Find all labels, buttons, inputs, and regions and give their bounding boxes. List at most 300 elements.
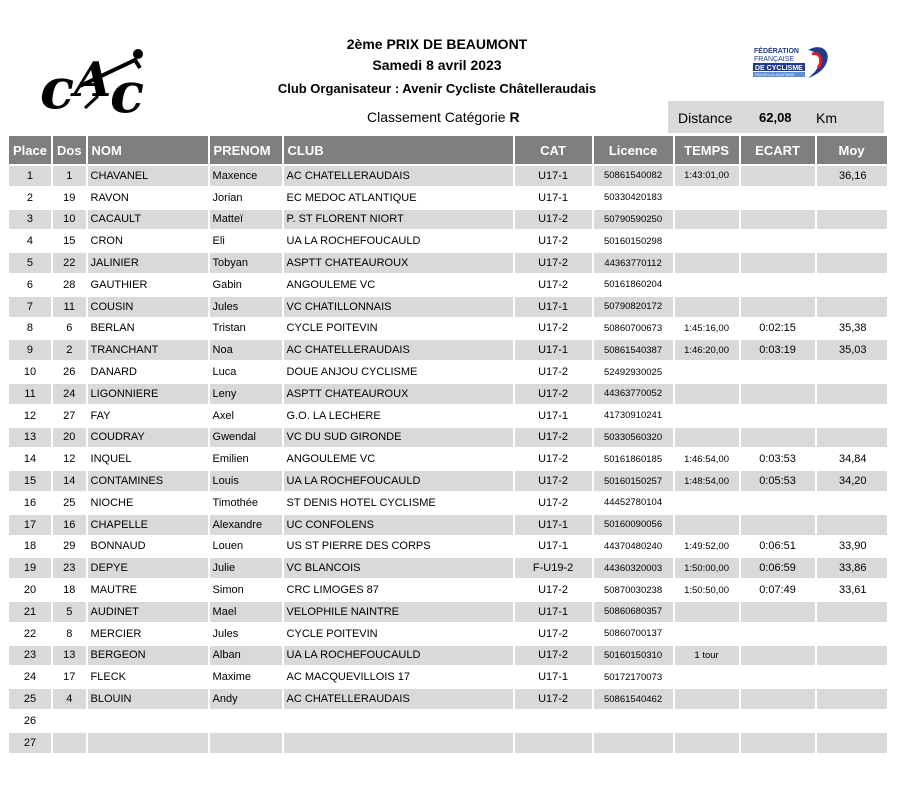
cell-club: VELOPHILE NAINTRE	[284, 602, 513, 622]
cell-ecart: 0:07:49	[741, 580, 815, 600]
cell-ecart	[741, 384, 815, 404]
cell-moy	[817, 275, 887, 295]
cell-nom: BERGEON	[88, 646, 208, 666]
cell-ecart	[741, 275, 815, 295]
cell-moy	[817, 646, 887, 666]
cell-temps	[675, 624, 739, 644]
cell-cat: U17-2	[515, 471, 592, 491]
cell-place: 14	[9, 449, 51, 469]
cell-nom: CHAVANEL	[88, 166, 208, 186]
cell-licence: 50860700673	[594, 319, 673, 339]
table-row	[9, 646, 887, 666]
cell-prenom: Maxence	[210, 166, 282, 186]
cell-club: ANGOULEME VC	[284, 449, 513, 469]
cell-dos: 19	[53, 188, 86, 208]
cell-temps	[675, 515, 739, 535]
table-row	[9, 319, 887, 339]
cell-moy: 35,03	[817, 340, 887, 360]
cell-place: 3	[9, 210, 51, 230]
cell-moy: 33,90	[817, 537, 887, 557]
col-temps: TEMPS	[675, 136, 739, 164]
table-row	[9, 667, 887, 687]
cell-place: 10	[9, 362, 51, 382]
cell-place: 5	[9, 253, 51, 273]
cell-prenom: Gabin	[210, 275, 282, 295]
table-row	[9, 253, 887, 273]
table-row	[9, 515, 887, 535]
svg-text:FRANÇAISE: FRANÇAISE	[754, 56, 795, 63]
cell-dos: 29	[53, 537, 86, 557]
cell-ecart: 0:05:53	[741, 471, 815, 491]
cell-place: 13	[9, 428, 51, 448]
cell-prenom	[210, 711, 282, 731]
cell-temps	[675, 384, 739, 404]
svg-text:DE CYCLISME: DE CYCLISME	[755, 65, 803, 72]
cell-prenom	[210, 733, 282, 753]
col-prenom: PRENOM	[210, 136, 282, 164]
cell-club: AC MACQUEVILLOIS 17	[284, 667, 513, 687]
table-row	[9, 493, 887, 513]
cell-dos: 10	[53, 210, 86, 230]
cell-nom: COUDRAY	[88, 428, 208, 448]
cell-moy	[817, 253, 887, 273]
cell-dos: 16	[53, 515, 86, 535]
cell-dos: 5	[53, 602, 86, 622]
cell-dos: 28	[53, 275, 86, 295]
cell-temps: 1:50:00,00	[675, 558, 739, 578]
cell-ecart	[741, 515, 815, 535]
cell-moy	[817, 362, 887, 382]
cell-place: 6	[9, 275, 51, 295]
cell-dos: 13	[53, 646, 86, 666]
cell-licence: 50790590250	[594, 210, 673, 230]
table-row	[9, 340, 887, 360]
cell-place: 2	[9, 188, 51, 208]
table-row	[9, 689, 887, 709]
col-place: Place	[9, 136, 51, 164]
col-nom: NOM	[88, 136, 208, 164]
cell-cat: U17-2	[515, 319, 592, 339]
cell-place: 4	[9, 231, 51, 251]
cell-temps: 1:43:01,00	[675, 166, 739, 186]
cell-nom: RAVON	[88, 188, 208, 208]
cell-prenom: Maxime	[210, 667, 282, 687]
cell-prenom: Simon	[210, 580, 282, 600]
cell-moy	[817, 689, 887, 709]
cell-cat: U17-1	[515, 297, 592, 317]
cell-cat: U17-2	[515, 231, 592, 251]
cell-club: UC CONFOLENS	[284, 515, 513, 535]
cell-prenom: Jules	[210, 297, 282, 317]
cell-temps	[675, 428, 739, 448]
cell-place: 16	[9, 493, 51, 513]
cell-prenom: Louen	[210, 537, 282, 557]
cell-ecart	[741, 711, 815, 731]
cell-nom	[88, 711, 208, 731]
cell-club: VC CHATILLONNAIS	[284, 297, 513, 317]
cell-cat: U17-1	[515, 340, 592, 360]
cell-licence: 44360320003	[594, 558, 673, 578]
cell-ecart	[741, 689, 815, 709]
cell-nom: TRANCHANT	[88, 340, 208, 360]
cell-ecart: 0:03:19	[741, 340, 815, 360]
cell-club: ASPTT CHATEAUROUX	[284, 253, 513, 273]
cell-cat: U17-2	[515, 384, 592, 404]
cell-ecart	[741, 231, 815, 251]
cell-moy	[817, 384, 887, 404]
cell-dos: 25	[53, 493, 86, 513]
cell-licence: 50861540082	[594, 166, 673, 186]
cell-nom: MERCIER	[88, 624, 208, 644]
cell-temps	[675, 297, 739, 317]
cell-temps	[675, 362, 739, 382]
cell-licence: 50870030238	[594, 580, 673, 600]
cell-nom: BONNAUD	[88, 537, 208, 557]
cell-club: AC CHATELLERAUDAIS	[284, 340, 513, 360]
cell-licence: 50160150310	[594, 646, 673, 666]
cell-licence: 50161860204	[594, 275, 673, 295]
cell-prenom: Jules	[210, 624, 282, 644]
cell-nom: MAUTRE	[88, 580, 208, 600]
cell-cat: U17-2	[515, 449, 592, 469]
cell-prenom: Andy	[210, 689, 282, 709]
cell-place: 24	[9, 667, 51, 687]
cell-moy	[817, 210, 887, 230]
cell-dos: 17	[53, 667, 86, 687]
cell-place: 8	[9, 319, 51, 339]
cell-prenom: Alban	[210, 646, 282, 666]
table-row	[9, 297, 887, 317]
cell-club: UA LA ROCHEFOUCAULD	[284, 231, 513, 251]
cell-ecart: 0:03:53	[741, 449, 815, 469]
cell-dos: 20	[53, 428, 86, 448]
cell-prenom: Tobyan	[210, 253, 282, 273]
cell-moy	[817, 231, 887, 251]
cell-moy	[817, 624, 887, 644]
cell-temps: 1:45:16,00	[675, 319, 739, 339]
cell-prenom: Axel	[210, 406, 282, 426]
cell-club: US ST PIERRE DES CORPS	[284, 537, 513, 557]
cell-licence: 50861540387	[594, 340, 673, 360]
cell-cat: U17-1	[515, 667, 592, 687]
cell-licence: 50860680357	[594, 602, 673, 622]
race-title: 2ème PRIX DE BEAUMONT	[346, 36, 528, 52]
cell-temps	[675, 275, 739, 295]
cell-ecart	[741, 602, 815, 622]
cell-cat: U17-2	[515, 253, 592, 273]
cell-prenom: Emilien	[210, 449, 282, 469]
cell-place: 1	[9, 166, 51, 186]
cell-place: 7	[9, 297, 51, 317]
cell-nom: JALINIER	[88, 253, 208, 273]
cell-temps: 1:46:20,00	[675, 340, 739, 360]
cell-moy: 34,84	[817, 449, 887, 469]
cell-licence: 50160150257	[594, 471, 673, 491]
cell-nom: FLECK	[88, 667, 208, 687]
cell-moy	[817, 406, 887, 426]
cell-club	[284, 733, 513, 753]
cell-nom: DANARD	[88, 362, 208, 382]
cell-place: 21	[9, 602, 51, 622]
cell-moy: 36,16	[817, 166, 887, 186]
cell-temps: 1:48:54,00	[675, 471, 739, 491]
cell-club: DOUE ANJOU CYCLISME	[284, 362, 513, 382]
cell-licence: 44452780104	[594, 493, 673, 513]
cell-moy: 33,61	[817, 580, 887, 600]
cell-nom: BERLAN	[88, 319, 208, 339]
cell-ecart	[741, 667, 815, 687]
cell-ecart	[741, 428, 815, 448]
cell-licence: 50160150298	[594, 231, 673, 251]
cell-nom: NIOCHE	[88, 493, 208, 513]
cell-club: UA LA ROCHEFOUCAULD	[284, 646, 513, 666]
results-table	[7, 134, 889, 755]
cell-temps: 1 tour	[675, 646, 739, 666]
cell-ecart	[741, 297, 815, 317]
cell-ecart	[741, 406, 815, 426]
cell-moy: 35,38	[817, 319, 887, 339]
cell-ecart	[741, 624, 815, 644]
cell-place: 23	[9, 646, 51, 666]
cell-prenom: Timothée	[210, 493, 282, 513]
cell-temps	[675, 188, 739, 208]
table-row	[9, 210, 887, 230]
col-ecart: ECART	[741, 136, 815, 164]
cell-place: 12	[9, 406, 51, 426]
cell-ecart	[741, 362, 815, 382]
cell-dos: 27	[53, 406, 86, 426]
cell-moy	[817, 733, 887, 753]
cell-nom: COUSIN	[88, 297, 208, 317]
cell-place: 26	[9, 711, 51, 731]
cell-nom: GAUTHIER	[88, 275, 208, 295]
cell-ecart	[741, 646, 815, 666]
cell-nom: LIGONNIERE	[88, 384, 208, 404]
col-cat: CAT	[515, 136, 592, 164]
table-row	[9, 558, 887, 578]
table-row	[9, 428, 887, 448]
cell-dos: 26	[53, 362, 86, 382]
cell-nom: FAY	[88, 406, 208, 426]
table-row	[9, 449, 887, 469]
cell-prenom: Louis	[210, 471, 282, 491]
cell-nom	[88, 733, 208, 753]
cell-cat: U17-1	[515, 188, 592, 208]
cell-temps: 1:49:52,00	[675, 537, 739, 557]
table-row	[9, 362, 887, 382]
table-row	[9, 471, 887, 491]
cell-place: 11	[9, 384, 51, 404]
cell-ecart: 0:06:59	[741, 558, 815, 578]
cell-dos: 4	[53, 689, 86, 709]
distance-box	[668, 101, 884, 133]
cell-licence: 41730910241	[594, 406, 673, 426]
cell-cat: U17-2	[515, 689, 592, 709]
cell-dos: 6	[53, 319, 86, 339]
cell-place: 27	[9, 733, 51, 753]
cell-licence: 50330560320	[594, 428, 673, 448]
cell-prenom: Jorian	[210, 188, 282, 208]
cell-place: 22	[9, 624, 51, 644]
cell-ecart: 0:02:15	[741, 319, 815, 339]
cell-club: CYCLE POITEVIN	[284, 624, 513, 644]
distance-label: Distance	[678, 110, 733, 126]
cell-ecart: 0:06:51	[741, 537, 815, 557]
cell-nom: CACAULT	[88, 210, 208, 230]
svg-text:c: c	[110, 60, 145, 122]
cell-licence: 44363770052	[594, 384, 673, 404]
cell-moy	[817, 428, 887, 448]
cell-temps	[675, 231, 739, 251]
cell-nom: CHAPELLE	[88, 515, 208, 535]
distance-unit: Km	[816, 110, 837, 126]
cell-cat: U17-2	[515, 493, 592, 513]
cell-temps: 1:46:54,00	[675, 449, 739, 469]
cell-dos: 2	[53, 340, 86, 360]
cell-place: 18	[9, 537, 51, 557]
cell-cat: U17-2	[515, 646, 592, 666]
cell-club: AC CHATELLERAUDAIS	[284, 166, 513, 186]
cell-temps	[675, 210, 739, 230]
cell-ecart	[741, 210, 815, 230]
cell-nom: CRON	[88, 231, 208, 251]
cell-temps	[675, 733, 739, 753]
cell-dos: 22	[53, 253, 86, 273]
table-row	[9, 580, 887, 600]
cell-place: 15	[9, 471, 51, 491]
cell-place: 19	[9, 558, 51, 578]
cell-club: P. ST FLORENT NIORT	[284, 210, 513, 230]
cell-prenom: Noa	[210, 340, 282, 360]
table-header	[9, 136, 887, 164]
cell-temps	[675, 711, 739, 731]
table-row	[9, 384, 887, 404]
table-row	[9, 406, 887, 426]
cell-dos: 8	[53, 624, 86, 644]
cell-temps	[675, 667, 739, 687]
cell-ecart	[741, 188, 815, 208]
cell-club: VC BLANCOIS	[284, 558, 513, 578]
cell-prenom: Alexandre	[210, 515, 282, 535]
col-moy: Moy	[817, 136, 887, 164]
col-dos: Dos	[53, 136, 86, 164]
cell-moy	[817, 493, 887, 513]
cell-temps	[675, 602, 739, 622]
cell-cat	[515, 733, 592, 753]
cell-moy: 34,20	[817, 471, 887, 491]
race-date: Samedi 8 avril 2023	[372, 57, 502, 73]
cell-club: AC CHATELLERAUDAIS	[284, 689, 513, 709]
cell-moy	[817, 667, 887, 687]
cell-temps	[675, 406, 739, 426]
cell-licence	[594, 733, 673, 753]
cell-temps	[675, 689, 739, 709]
cell-prenom: Julie	[210, 558, 282, 578]
cell-ecart	[741, 253, 815, 273]
cell-prenom: Eli	[210, 231, 282, 251]
cell-prenom: Matteï	[210, 210, 282, 230]
cell-prenom: Tristan	[210, 319, 282, 339]
cell-dos: 1	[53, 166, 86, 186]
svg-text:c: c	[40, 56, 75, 122]
cell-cat: U17-1	[515, 515, 592, 535]
table-row	[9, 231, 887, 251]
cell-moy	[817, 602, 887, 622]
cell-dos: 18	[53, 580, 86, 600]
cell-cat: U17-2	[515, 624, 592, 644]
cell-club: G.O. LA LECHERE	[284, 406, 513, 426]
cell-place: 25	[9, 689, 51, 709]
table-row	[9, 602, 887, 622]
distance-value: 62,08	[759, 110, 792, 125]
cell-cat: F-U19-2	[515, 558, 592, 578]
cell-temps	[675, 493, 739, 513]
table-row	[9, 537, 887, 557]
cell-nom: AUDINET	[88, 602, 208, 622]
cell-nom: INQUEL	[88, 449, 208, 469]
cell-licence: 50330420183	[594, 188, 673, 208]
cell-moy	[817, 297, 887, 317]
cell-licence: 50790820172	[594, 297, 673, 317]
cell-nom: CONTAMINES	[88, 471, 208, 491]
cell-cat	[515, 711, 592, 731]
cell-moy	[817, 188, 887, 208]
cell-temps	[675, 253, 739, 273]
svg-text:NOUVELLE-AQUITAINE: NOUVELLE-AQUITAINE	[755, 73, 795, 77]
cell-nom: BLOUIN	[88, 689, 208, 709]
cell-licence: 50861540462	[594, 689, 673, 709]
table-row	[9, 275, 887, 295]
classement-label	[367, 109, 520, 125]
cell-dos	[53, 711, 86, 731]
cell-dos: 15	[53, 231, 86, 251]
cell-prenom: Mael	[210, 602, 282, 622]
table-row	[9, 188, 887, 208]
cell-dos: 24	[53, 384, 86, 404]
organizer: Club Organisateur : Avenir Cycliste Châtelleraudais	[277, 81, 597, 96]
cell-nom: DEPYE	[88, 558, 208, 578]
cell-club: ANGOULEME VC	[284, 275, 513, 295]
cell-dos: 11	[53, 297, 86, 317]
cell-club: ASPTT CHATEAUROUX	[284, 384, 513, 404]
cell-club: CYCLE POITEVIN	[284, 319, 513, 339]
table-row	[9, 711, 887, 731]
cell-prenom: Leny	[210, 384, 282, 404]
cell-ecart	[741, 166, 815, 186]
cell-dos: 23	[53, 558, 86, 578]
table-row	[9, 166, 887, 186]
cell-ecart	[741, 493, 815, 513]
cell-moy	[817, 711, 887, 731]
cell-licence: 44363770112	[594, 253, 673, 273]
cell-club: UA LA ROCHEFOUCAULD	[284, 471, 513, 491]
cell-prenom: Gwendal	[210, 428, 282, 448]
table-row	[9, 733, 887, 753]
cell-place: 20	[9, 580, 51, 600]
cell-prenom: Luca	[210, 362, 282, 382]
cell-dos: 12	[53, 449, 86, 469]
cell-cat: U17-1	[515, 166, 592, 186]
cell-temps: 1:50:50,00	[675, 580, 739, 600]
cell-club: EC MEDOC ATLANTIQUE	[284, 188, 513, 208]
cell-dos	[53, 733, 86, 753]
cell-place: 17	[9, 515, 51, 535]
cell-cat: U17-2	[515, 275, 592, 295]
cell-licence: 50160090056	[594, 515, 673, 535]
cell-place: 9	[9, 340, 51, 360]
cell-moy: 33,86	[817, 558, 887, 578]
cell-licence	[594, 711, 673, 731]
